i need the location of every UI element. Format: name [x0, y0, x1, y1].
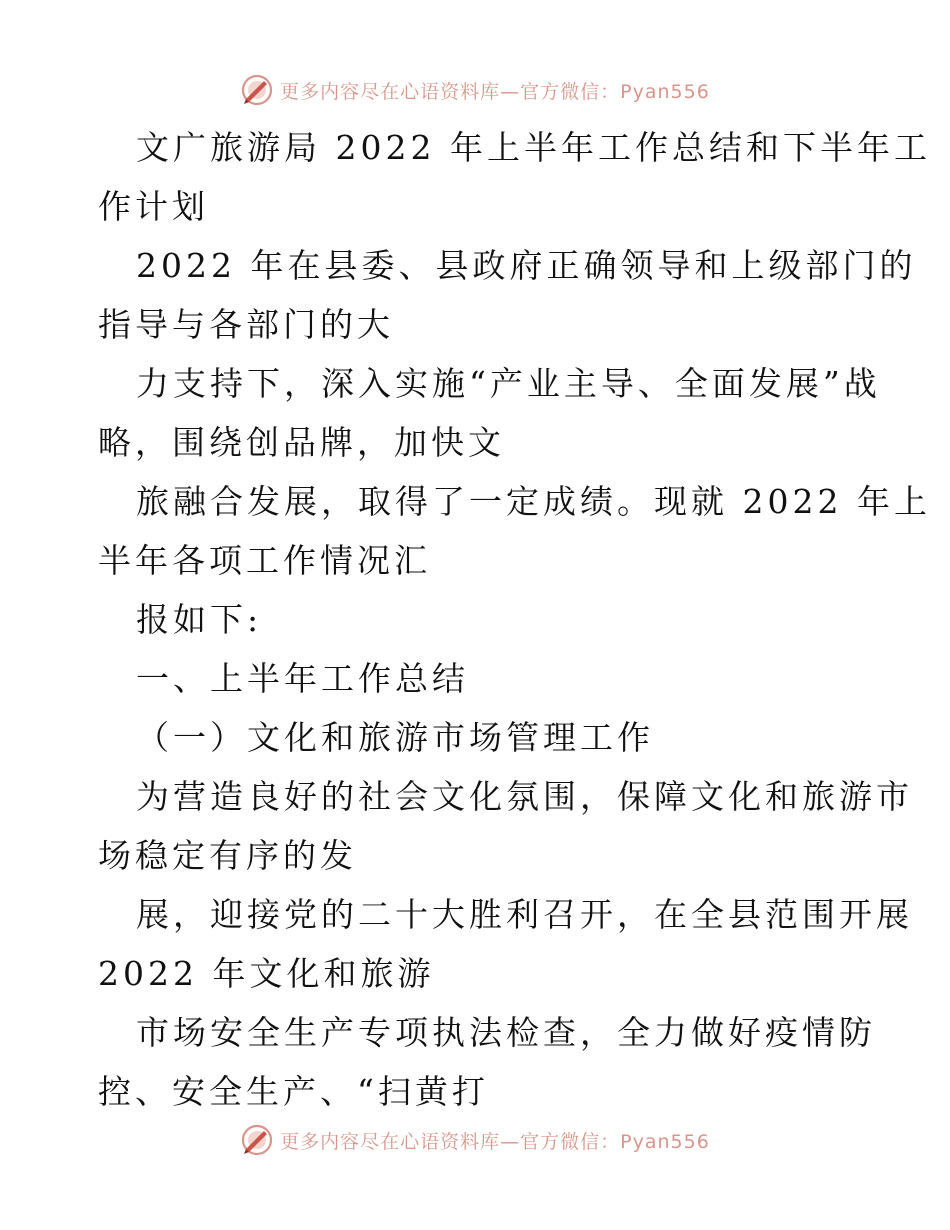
watermark-text: 更多内容尽在心语资料库—官方微信：Pyan556	[280, 1130, 710, 1153]
text-line: 一、上半年工作总结	[136, 659, 469, 698]
text-line: 为营造良好的社会文化氛围，保障文化和旅游市	[136, 777, 913, 816]
text-line: 旅融合发展，取得了一定成绩。现就 2022 年上	[136, 482, 931, 521]
pen-circle-logo-icon	[240, 73, 274, 107]
pen-circle-logo-icon	[240, 1123, 274, 1157]
watermark-footer	[0, 1120, 950, 1160]
text-line: 作计划	[98, 187, 209, 226]
text-line: 报如下:	[136, 600, 263, 639]
text-line: 文广旅游局 2022 年上半年工作总结和下半年工	[136, 128, 931, 167]
text-line: 市场安全生产专项执法检查，全力做好疫情防	[136, 1013, 876, 1052]
text-line: （一）文化和旅游市场管理工作	[136, 718, 654, 757]
text-line: 2022 年在县委、县政府正确领导和上级部门的	[136, 246, 917, 285]
document-body	[98, 118, 931, 1121]
text-line: 半年各项工作情况汇	[98, 541, 431, 580]
text-line: 2022 年文化和旅游	[98, 954, 435, 993]
watermark-text: 更多内容尽在心语资料库—官方微信：Pyan556	[280, 80, 710, 103]
text-line: 力支持下，深入实施“产业主导、全面发展”战	[136, 364, 881, 403]
text-line: 场稳定有序的发	[98, 836, 357, 875]
text-line: 控、安全生产、“扫黄打	[98, 1072, 489, 1111]
text-line: 略，围绕创品牌，加快文	[98, 423, 505, 462]
watermark-header	[0, 70, 950, 110]
text-line: 展，迎接党的二十大胜利召开，在全县范围开展	[136, 895, 913, 934]
text-line: 指导与各部门的大	[98, 305, 394, 344]
